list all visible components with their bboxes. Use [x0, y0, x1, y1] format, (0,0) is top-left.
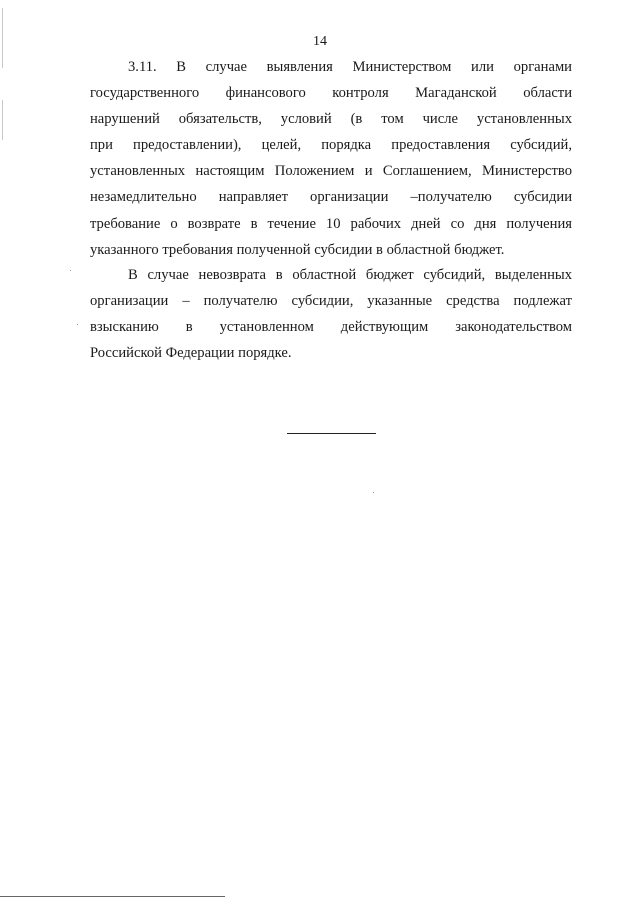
paragraph-line: нарушений обязательств, условий (в том числе установленных [90, 111, 572, 128]
paragraph-line: 3.11. В случае выявления Министерством или органами [128, 59, 572, 75]
paragraph-line: незамедлительно направляет организации –получателю субсидии [90, 189, 572, 206]
scan-speck [373, 492, 374, 493]
paragraph-line: установленных настоящим Положением и Соглашением, Министерство [90, 163, 572, 180]
scan-margin-mark [2, 100, 3, 140]
paragraph-3-11 [90, 54, 572, 263]
end-separator-line [287, 433, 376, 434]
paragraph-line: указанного требования полученной субсидии в областной бюджет. [90, 241, 505, 258]
footer-line [0, 896, 225, 897]
scan-speck [70, 270, 71, 271]
paragraph-non-return [90, 262, 572, 366]
paragraph-line: Российской Федерации порядке. [90, 345, 292, 362]
paragraph-line: при предоставлении), целей, порядка предоставления субсидий, [90, 137, 572, 154]
paragraph-line: организации – получателю субсидии, указанные средства подлежат [90, 293, 572, 310]
page-number: 14 [313, 34, 327, 49]
paragraph-line: взысканию в установленном действующим законодательством [90, 319, 572, 336]
paragraph-line: государственного финансового контроля Магаданской области [90, 85, 572, 102]
paragraph-line: требование о возврате в течение 10 рабочих дней со дня получения [90, 215, 572, 232]
scan-speck [77, 324, 78, 325]
scan-margin-mark [2, 8, 3, 68]
paragraph-line: В случае невозврата в областной бюджет субсидий, выделенных [128, 267, 572, 283]
